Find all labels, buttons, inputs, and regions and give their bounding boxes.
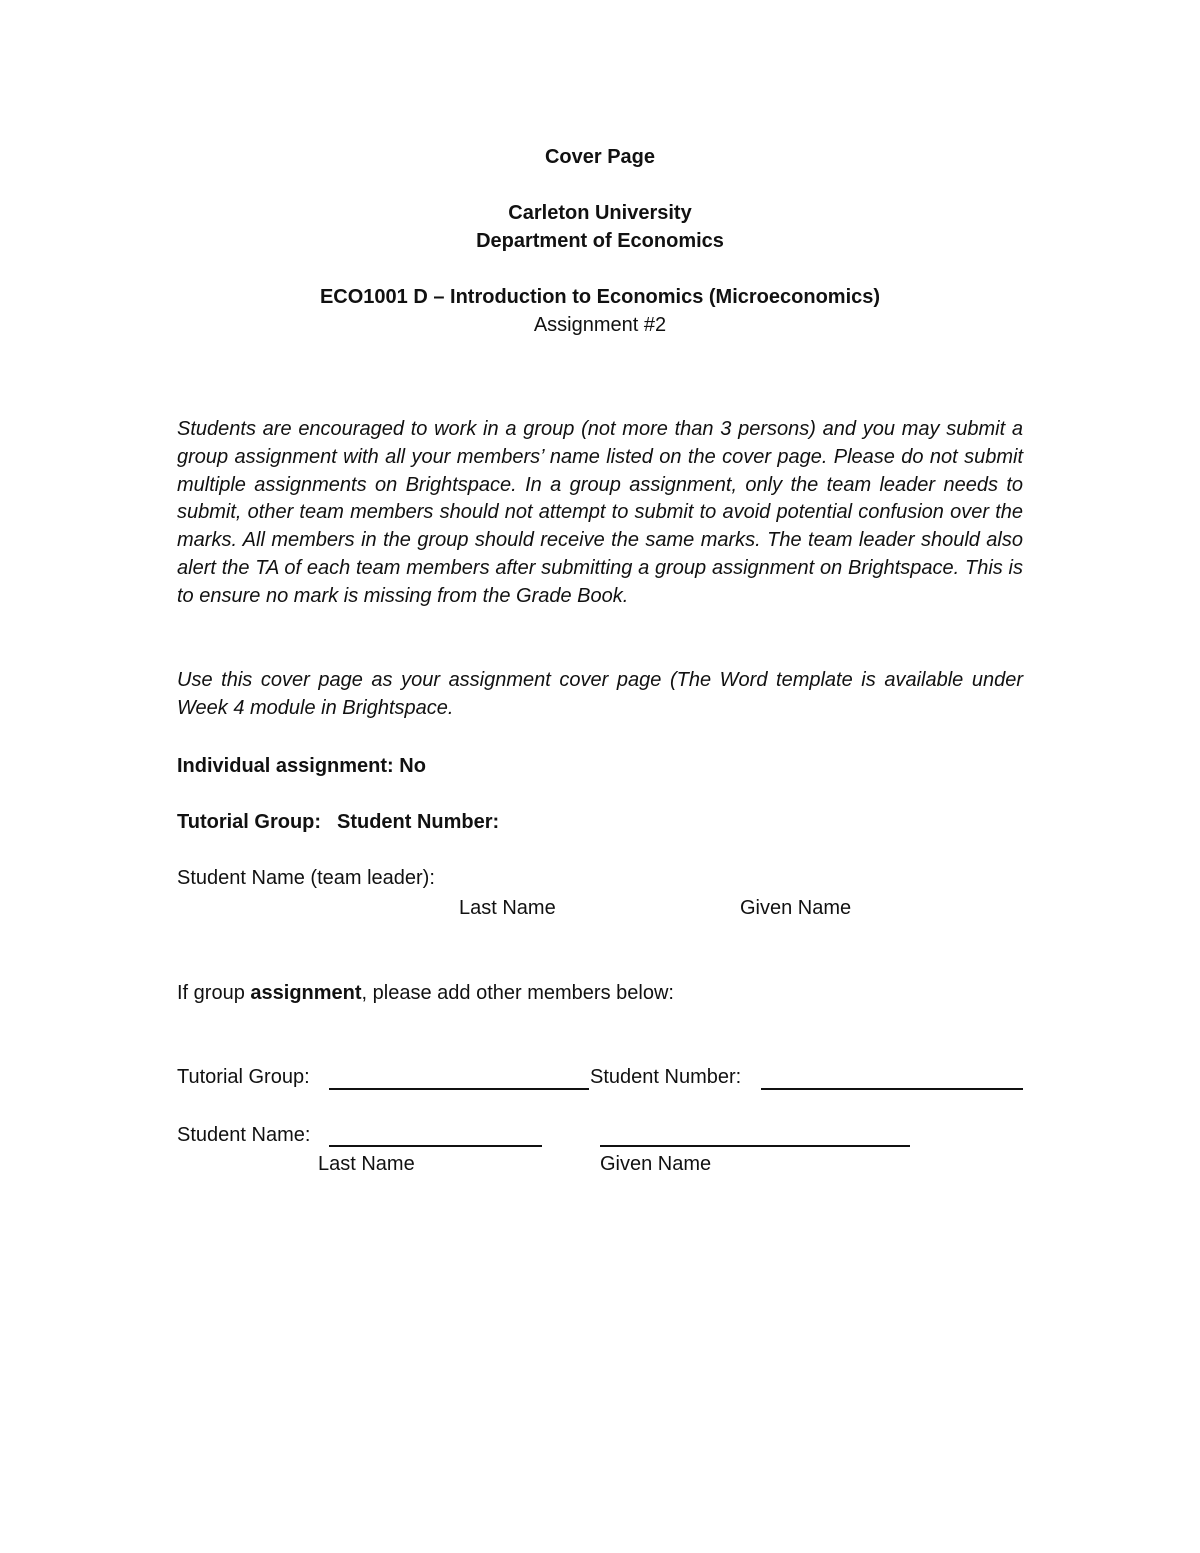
team-leader-name-label: Student Name (team leader): — [177, 867, 435, 889]
group-intro-prefix: If group — [177, 982, 251, 1004]
tutorial-group-label: Tutorial Group: — [177, 811, 322, 833]
group-intro-bold: assignment — [250, 982, 362, 1004]
department-name: Department of Economics — [476, 230, 724, 252]
assignment-number: Assignment #2 — [533, 314, 667, 336]
leader-given-name-caption: Given Name — [740, 897, 852, 919]
group-intro-suffix: , please add other members below: — [361, 982, 674, 1004]
member-given-name-caption: Given Name — [600, 1153, 712, 1175]
member-student-number-blank[interactable] — [761, 1088, 1023, 1090]
member-student-name-label: Student Name: — [177, 1124, 311, 1146]
template-instructions-paragraph: Use this cover page as your assignment cover page (The Word template is available under Week 4 module in Brightspace. — [177, 669, 1023, 719]
university-name: Carleton University — [508, 202, 692, 224]
member-given-name-blank[interactable] — [600, 1145, 910, 1147]
individual-assignment-status: Individual assignment: No — [177, 755, 426, 777]
student-number-label: Student Number: — [337, 811, 500, 833]
member-tutorial-group-label: Tutorial Group: — [177, 1066, 310, 1088]
member-tutorial-group-blank[interactable] — [329, 1088, 589, 1090]
group-members-intro — [177, 981, 674, 1005]
member-student-number-label: Student Number: — [590, 1066, 742, 1088]
group-instructions-paragraph: Students are encouraged to work in a group (not more than 3 persons) and you may submit a group assignment with all your members’ name listed on the cover page. Please do not submit multiple assignments on Brightspace. In a group assignment, only the team leader needs to submit, other team members should not attempt to submit to avoid potential confusion over the marks. All members in the group should receive the same marks. The team leader should also alert the TA of each team members after submitting a group assignment on Brightspace. This is to ensure no mark is missing from the Grade Book. — [177, 418, 1023, 607]
member-last-name-caption: Last Name — [318, 1153, 415, 1175]
leader-last-name-caption: Last Name — [459, 897, 556, 919]
cover-page-title: Cover Page — [544, 146, 656, 168]
member-last-name-blank[interactable] — [329, 1145, 542, 1147]
course-title: ECO1001 D – Introduction to Economics (Microeconomics) — [319, 286, 881, 308]
